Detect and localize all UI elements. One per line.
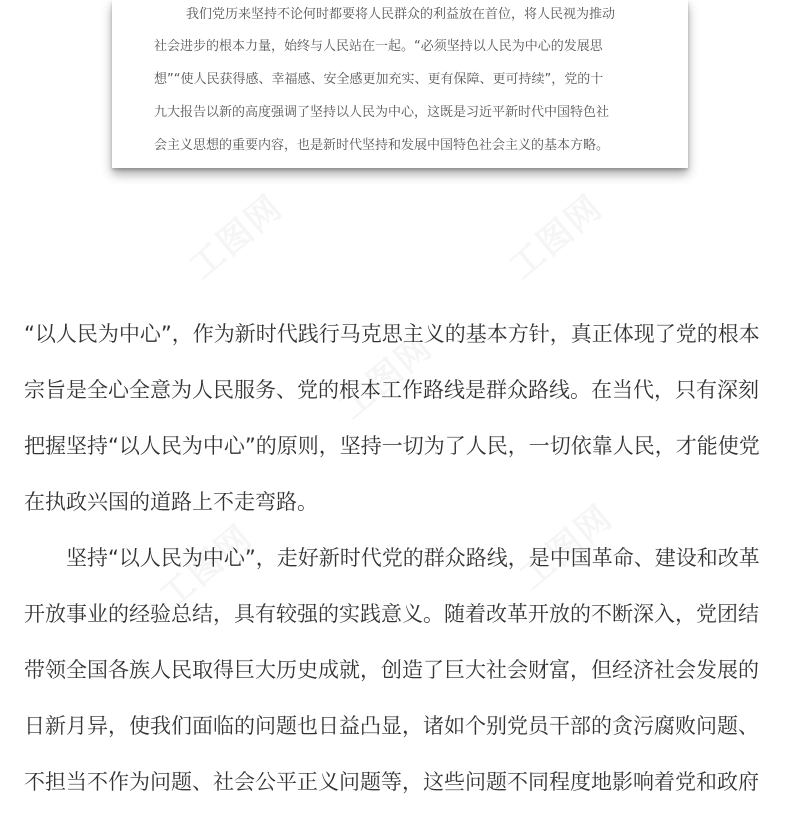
quote-line: 社会进步的根本力量，始终与人民站在一起。“必须坚持以人民为中心的发展思 — [154, 39, 603, 54]
paragraph-line: 不担当不作为问题、社会公平正义问题等，这些问题不同程度地影响着党和政府 — [24, 770, 759, 794]
watermark: 工图网 — [512, 497, 621, 598]
watermark: 工图网 — [182, 187, 291, 288]
quote-line: 九大报告以新的高度强调了坚持以人民为中心，这既是习近平新时代中国特色社 — [154, 105, 610, 120]
paragraph-line: 坚持“以人民为中心”，走好新时代党的群众路线，是中国革命、建设和改革 — [66, 546, 760, 570]
watermark: 工图网 — [502, 187, 611, 288]
article-body — [24, 322, 784, 826]
watermark: 工图网 — [152, 517, 261, 618]
quote-line: 想”“使人民获得感、幸福感、安全感更加充实、更有保障、更可持续”，党的十 — [154, 72, 604, 87]
quote-line: 我们党历来坚持不论何时都要将人民群众的利益放在首位，将人民视为推动 — [186, 7, 616, 22]
watermark: 工图网 — [332, 327, 441, 428]
paragraph-line: 宗旨是全心全意为人民服务、党的根本工作路线是群众路线。在当代，只有深刻 — [24, 378, 759, 402]
paragraph-line: 在执政兴国的道路上不走弯路。 — [24, 490, 318, 514]
quote-card — [112, 0, 688, 168]
paragraph-line: 带领全国各族人民取得巨大历史成就，创造了巨大社会财富，但经济社会发展的 — [24, 658, 759, 682]
paragraph-line: “以人民为中心”，作为新时代践行马克思主义的基本方针，真正体现了党的根本 — [24, 322, 760, 346]
paragraph-line: 开放事业的经验总结，具有较强的实践意义。随着改革开放的不断深入，党团结 — [24, 602, 759, 626]
quote-line: 会主义思想的重要内容，也是新时代坚持和发展中国特色社会主义的基本方略。 — [154, 138, 610, 153]
paragraph-line: 把握坚持“以人民为中心”的原则，坚持一切为了人民，一切依靠人民，才能使党 — [24, 434, 760, 458]
paragraph-line: 日新月异，使我们面临的问题也日益凸显，诸如个别党员干部的贪污腐败问题、 — [24, 714, 759, 738]
